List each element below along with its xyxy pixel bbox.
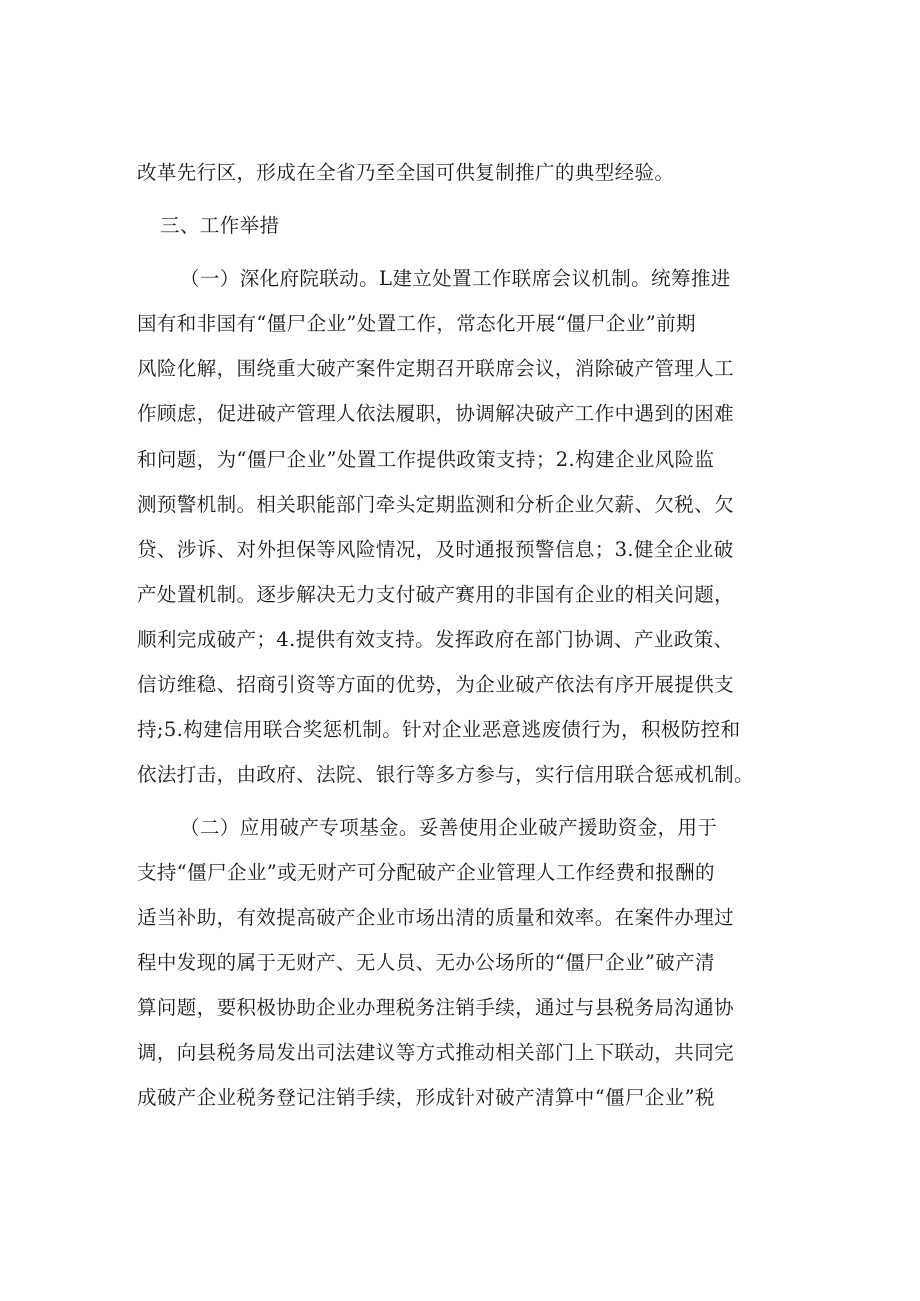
paragraph-line: 适当补助，有效提高破产企业市场出清的质量和效率。在案件办理过: [137, 906, 735, 929]
paragraph-line: 调，向县税务局发出司法建议等方式推动相关部门上下联动，共同完: [137, 1041, 735, 1064]
paragraph-line: 成破产企业税务登记注销手续，形成针对破产清算中“僵尸企业”税: [137, 1086, 715, 1109]
section-heading: 三、工作举措: [160, 214, 280, 237]
paragraph-line: 国有和非国有“僵尸企业”处置工作，常态化开展“僵尸企业”前期: [137, 312, 696, 335]
paragraph-line: （二）应用破产专项基金。妥善使用企业破产援助资金，用于: [180, 816, 718, 839]
paragraph-line: 作顾虑，促进破产管理人依法履职，协调解决破产工作中遇到的困难: [137, 402, 735, 425]
paragraph-line: 持;5.构建信用联合奖惩机制。针对企业恶意逃废债行为，积极防控和: [137, 718, 741, 741]
paragraph-line: 支持“僵尸企业”或无财产可分配破产企业管理人工作经费和报酬的: [137, 861, 715, 884]
paragraph-line: 贷、涉诉、对外担保等风险情况，及时通报预警信息；3.健全企业破: [137, 538, 734, 561]
paragraph-line: 测预警机制。相关职能部门牵头定期监测和分析企业欠薪、欠税、欠: [137, 493, 735, 516]
paragraph-line: （一）深化府院联动。L建立处置工作联席会议机制。统筹推进: [180, 267, 731, 290]
paragraph-line: 算问题，要积极协助企业办理税务注销手续，通过与县税务局沟通协: [137, 996, 735, 1019]
paragraph-line: 风险化解，围绕重大破产案件定期召开联席会议，消除破产管理人工: [137, 357, 735, 380]
paragraph-line: 产处置机制。逐步解决无力支付破产赛用的非国有企业的相关问题，: [137, 583, 735, 606]
paragraph-line: 依法打击，由政府、法院、银行等多方参与，实行信用联合惩戒机制。: [137, 763, 754, 786]
paragraph-line: 改革先行区，形成在全省乃至全国可供复制推广的典型经验。: [137, 161, 675, 184]
paragraph-line: 信访维稳、招商引资等方面的优势，为企业破产依法有序开展提供支: [137, 673, 735, 696]
paragraph-line: 程中发现的属于无财产、无人员、无办公场所的“僵尸企业”破产清: [137, 951, 715, 974]
paragraph-line: 顺利完成破产；4.提供有效支持。发挥政府在部门协调、产业政策、: [137, 628, 734, 651]
paragraph-line: 和问题，为“僵尸企业”处置工作提供政策支持；2.构建企业风险监: [137, 448, 715, 471]
